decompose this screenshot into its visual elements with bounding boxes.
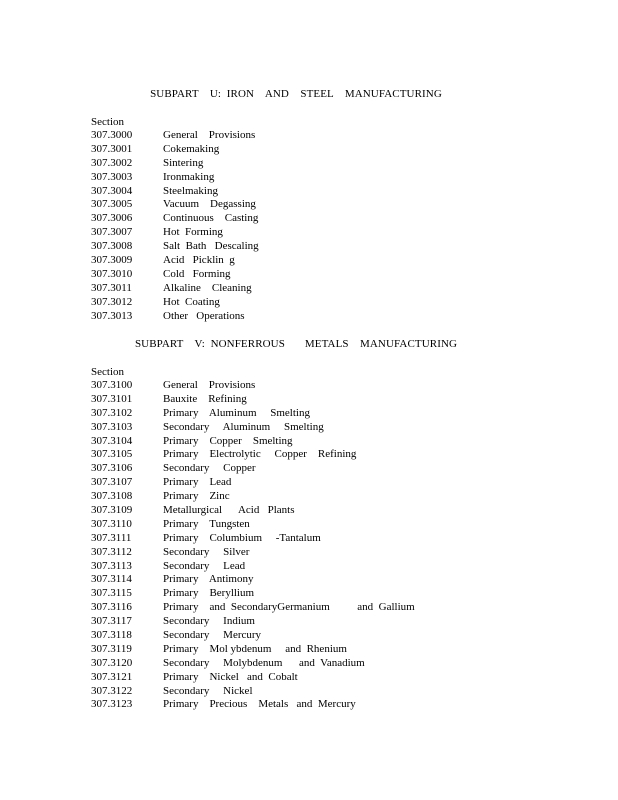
section-number: 307.3112 bbox=[91, 545, 132, 558]
section-title: Secondary Nickel bbox=[163, 684, 253, 697]
section-title: Metallurgical Acid Plants bbox=[163, 504, 295, 517]
section-title: Hot Coating bbox=[163, 295, 220, 308]
section-row bbox=[91, 601, 415, 615]
section-row bbox=[91, 573, 415, 587]
section-row bbox=[91, 629, 415, 643]
section-number: 307.3001 bbox=[91, 142, 133, 155]
section-title: Primary Aluminum Smelting bbox=[163, 406, 310, 419]
section-number: 307.3107 bbox=[91, 476, 133, 489]
section-row bbox=[91, 587, 415, 601]
section-number: 307.3007 bbox=[91, 226, 133, 239]
subpart-v-section-list bbox=[91, 379, 415, 712]
section-title: Primary Nickel and Cobalt bbox=[163, 670, 298, 683]
section-title: General Provisions bbox=[163, 379, 256, 391]
section-row bbox=[91, 657, 415, 671]
section-title: Sintering bbox=[163, 156, 204, 169]
section-number: 307.3011 bbox=[91, 281, 132, 294]
section-row bbox=[91, 198, 259, 212]
section-title: Primary Columbium -Tantalum bbox=[163, 531, 321, 544]
section-title: Secondary Indium bbox=[163, 615, 255, 628]
section-number: 307.3004 bbox=[91, 184, 133, 197]
section-number: 307.3108 bbox=[91, 490, 133, 503]
section-number: 307.3000 bbox=[91, 129, 133, 141]
section-title: Acid Picklin g bbox=[163, 254, 235, 267]
subpart-v-section-label: Section bbox=[91, 366, 124, 378]
section-number: 307.3114 bbox=[91, 573, 132, 586]
section-row bbox=[91, 296, 259, 310]
section-row bbox=[91, 448, 415, 462]
section-number: 307.3104 bbox=[91, 434, 133, 447]
section-number: 307.3109 bbox=[91, 504, 133, 517]
section-number: 307.3116 bbox=[91, 601, 132, 614]
section-row bbox=[91, 282, 259, 296]
section-number: 307.3005 bbox=[91, 198, 133, 211]
section-row bbox=[91, 518, 415, 532]
section-title: Salt Bath Descaling bbox=[163, 240, 259, 253]
section-title: Primary Tungsten bbox=[163, 517, 250, 530]
subpart-u-section-label: Section bbox=[91, 116, 124, 128]
section-row bbox=[91, 504, 415, 518]
subpart-u-section-list bbox=[91, 129, 259, 323]
section-title: Secondary Copper bbox=[163, 462, 256, 475]
section-title: Cold Forming bbox=[163, 267, 231, 280]
section-title: Primary Lead bbox=[163, 476, 232, 489]
section-number: 307.3102 bbox=[91, 406, 133, 419]
section-row bbox=[91, 476, 415, 490]
section-number: 307.3012 bbox=[91, 295, 133, 308]
section-title: Primary Beryllium bbox=[163, 587, 255, 600]
section-number: 307.3106 bbox=[91, 462, 133, 475]
section-title: Cokemaking bbox=[163, 142, 220, 155]
section-number: 307.3110 bbox=[91, 517, 132, 530]
section-row bbox=[91, 171, 259, 185]
section-row bbox=[91, 462, 415, 476]
section-number: 307.3100 bbox=[91, 379, 133, 391]
section-row bbox=[91, 435, 415, 449]
section-row bbox=[91, 560, 415, 574]
section-number: 307.3117 bbox=[91, 615, 132, 628]
section-title: Secondary Silver bbox=[163, 545, 250, 558]
section-row bbox=[91, 310, 259, 324]
section-row bbox=[91, 240, 259, 254]
section-row bbox=[91, 615, 415, 629]
section-number: 307.3101 bbox=[91, 392, 133, 405]
section-number: 307.3111 bbox=[91, 531, 132, 544]
section-number: 307.3122 bbox=[91, 684, 133, 697]
section-title: Ironmaking bbox=[163, 170, 215, 183]
section-row bbox=[91, 226, 259, 240]
section-number: 307.3009 bbox=[91, 254, 133, 267]
section-title: Continuous Casting bbox=[163, 212, 259, 225]
section-title: Primary Precious Metals and Mercury bbox=[163, 698, 356, 711]
section-row bbox=[91, 254, 259, 268]
section-title: Primary Copper Smelting bbox=[163, 434, 293, 447]
section-number: 307.3121 bbox=[91, 670, 133, 683]
section-title: Secondary Lead bbox=[163, 559, 246, 572]
section-row bbox=[91, 129, 259, 143]
section-row bbox=[91, 143, 259, 157]
subpart-v-heading: SUBPART V: NONFERROUS METALS MANUFACTURING bbox=[134, 338, 458, 350]
section-title: Primary and SecondaryGermanium and Gallium bbox=[163, 601, 415, 614]
section-title: Secondary Molybdenum and Vanadium bbox=[163, 656, 365, 669]
section-row bbox=[91, 532, 415, 546]
section-number: 307.3013 bbox=[91, 309, 133, 322]
section-row bbox=[91, 421, 415, 435]
section-number: 307.3010 bbox=[91, 267, 133, 280]
section-title: Vacuum Degassing bbox=[163, 198, 256, 211]
section-title: Steelmaking bbox=[163, 184, 218, 197]
section-row bbox=[91, 185, 259, 199]
section-title: Secondary Aluminum Smelting bbox=[163, 420, 324, 433]
section-row bbox=[91, 379, 415, 393]
section-title: Hot Forming bbox=[163, 226, 223, 239]
section-number: 307.3123 bbox=[91, 698, 133, 711]
section-row bbox=[91, 698, 415, 712]
section-row bbox=[91, 407, 415, 421]
section-title: Primary Electrolytic Copper Refining bbox=[163, 448, 357, 461]
section-row bbox=[91, 490, 415, 504]
section-number: 307.3120 bbox=[91, 656, 133, 669]
section-number: 307.3119 bbox=[91, 642, 132, 655]
section-number: 307.3103 bbox=[91, 420, 133, 433]
section-row bbox=[91, 393, 415, 407]
section-row bbox=[91, 671, 415, 685]
subpart-u-heading: SUBPART U: IRON AND STEEL MANUFACTURING bbox=[150, 88, 442, 100]
section-number: 307.3105 bbox=[91, 448, 133, 461]
section-number: 307.3002 bbox=[91, 156, 133, 169]
section-number: 307.3113 bbox=[91, 559, 132, 572]
section-number: 307.3003 bbox=[91, 170, 133, 183]
section-row bbox=[91, 212, 259, 226]
section-title: Other Operations bbox=[163, 309, 245, 322]
section-number: 307.3118 bbox=[91, 629, 132, 642]
section-row bbox=[91, 157, 259, 171]
section-row bbox=[91, 268, 259, 282]
section-row bbox=[91, 643, 415, 657]
section-title: Secondary Mercury bbox=[163, 629, 262, 642]
section-row bbox=[91, 685, 415, 699]
section-title: Alkaline Cleaning bbox=[163, 281, 252, 294]
section-row bbox=[91, 546, 415, 560]
section-title: Primary Antimony bbox=[163, 573, 254, 586]
section-title: Primary Mol ybdenum and Rhenium bbox=[163, 642, 347, 655]
section-title: Bauxite Refining bbox=[163, 392, 247, 405]
section-title: General Provisions bbox=[163, 129, 256, 141]
section-number: 307.3008 bbox=[91, 240, 133, 253]
section-number: 307.3006 bbox=[91, 212, 133, 225]
section-title: Primary Zinc bbox=[163, 490, 230, 503]
section-number: 307.3115 bbox=[91, 587, 132, 600]
